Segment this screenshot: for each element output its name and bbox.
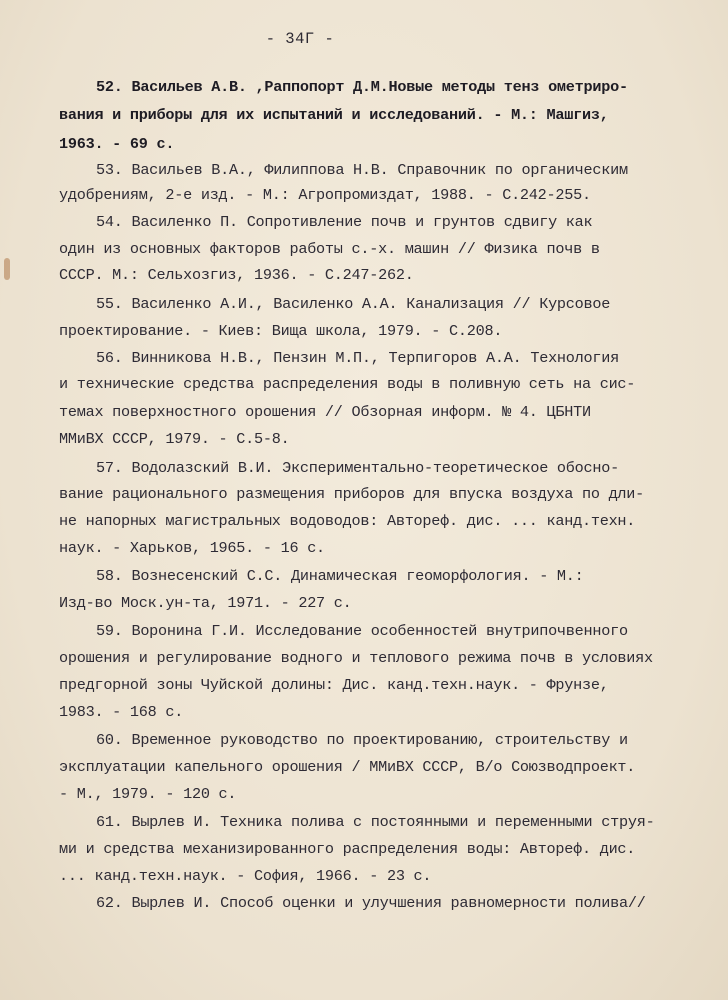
text-line: проектирование. - Киев: Вища школа, 1979. - С.208. xyxy=(59,322,503,340)
text-line: ММиВХ СССР, 1979. - С.5-8. xyxy=(59,430,290,448)
text-line: 56. Винникова Н.В., Пензин М.П., Терпигоров А.А. Технология xyxy=(96,349,619,367)
text-line: наук. - Харьков, 1965. - 16 с. xyxy=(59,539,325,557)
text-line: ми и средства механизированного распределения воды: Автореф. дис. xyxy=(59,840,636,858)
text-line: эксплуатации капельного орошения / ММиВХ СССР, В/о Союзводпроект. xyxy=(59,758,636,776)
text-line: орошения и регулирование водного и теплового режима почв в условиях xyxy=(59,649,653,667)
text-line: 54. Василенко П. Сопротивление почв и грунтов сдвигу как xyxy=(96,213,593,231)
text-line: 1983. - 168 с. xyxy=(59,703,184,721)
text-line: 1963. - 69 с. xyxy=(59,135,175,153)
text-line: удобрениям, 2-е изд. - М.: Агропромиздат, 1988. - С.242-255. xyxy=(59,186,591,204)
text-line: 60. Временное руководство по проектированию, строительству и xyxy=(96,731,628,749)
text-line: 52. Васильев А.В. ,Раппопорт Д.М.Новые методы тенз ометриро- xyxy=(96,78,628,96)
text-line: 55. Василенко А.И., Василенко А.А. Канализация // Курсовое xyxy=(96,295,611,313)
text-line: не напорных магистральных водоводов: Автореф. дис. ... канд.техн. xyxy=(59,512,636,530)
text-line: - М., 1979. - 120 с. xyxy=(59,785,237,803)
text-line: вание рационального размещения приборов для впуска воздуха по дли- xyxy=(59,485,645,503)
text-line: 61. Вырлев И. Техника полива с постоянными и переменными струя- xyxy=(96,813,655,831)
text-line: 62. Вырлев И. Способ оценки и улучшения равномерности полива// xyxy=(96,894,646,912)
text-line: 59. Воронина Г.И. Исследование особенностей внутрипочвенного xyxy=(96,622,628,640)
text-line: 58. Вознесенский С.С. Динамическая геоморфология. - М.: xyxy=(96,567,584,585)
text-line: 57. Водолазский В.И. Экспериментально-теоретическое обосно- xyxy=(96,459,619,477)
text-line: и технические средства распределения воды в поливную сеть на сис- xyxy=(59,375,636,393)
text-line: предгорной зоны Чуйской долины: Дис. канд.техн.наук. - Фрунзе, xyxy=(59,676,609,694)
text-line: темах поверхностного орошения // Обзорная информ. № 4. ЦБНТИ xyxy=(59,403,591,421)
text-line: СССР. М.: Сельхозгиз, 1936. - С.247-262. xyxy=(59,266,414,284)
text-line: 53. Васильев В.А., Филиппова Н.В. Справочник по органическим xyxy=(96,161,628,179)
text-line: вания и приборы для их испытаний и исследований. - М.: Машгиз, xyxy=(59,106,609,124)
text-line: Изд-во Моск.ун-та, 1971. - 227 с. xyxy=(59,594,352,612)
page-number: - 34Г - xyxy=(265,30,335,48)
text-line: ... канд.техн.наук. - София, 1966. - 23 с. xyxy=(59,867,432,885)
text-line: один из основных факторов работы с.-х. машин // Физика почв в xyxy=(59,240,600,258)
paper-stain xyxy=(4,258,10,280)
